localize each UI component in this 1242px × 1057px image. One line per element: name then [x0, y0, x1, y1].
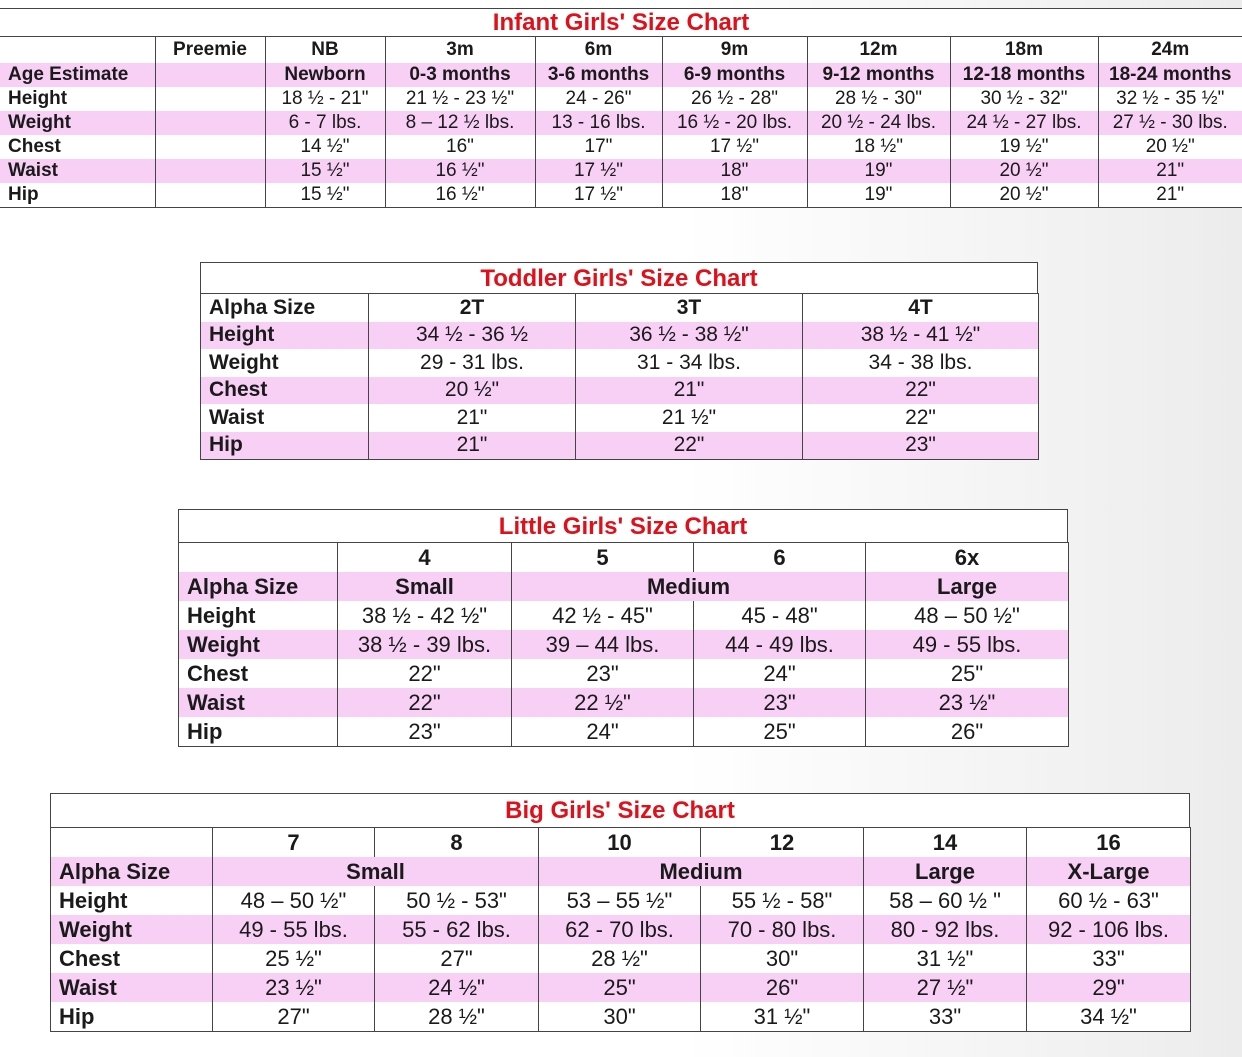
- big-chart-title: Big Girls' Size Chart: [50, 793, 1190, 827]
- row-label: Weight: [179, 630, 338, 659]
- table-cell: 15 ½": [265, 183, 385, 208]
- big-size-chart: [50, 793, 1190, 1032]
- table-cell: 24 - 26": [535, 87, 662, 111]
- table-cell: [155, 159, 265, 183]
- table-row: [179, 601, 1069, 630]
- table-cell: Newborn: [265, 63, 385, 87]
- big-size-table: [50, 827, 1191, 1032]
- table-row: [51, 915, 1191, 944]
- table-cell: 25": [539, 973, 701, 1002]
- table-cell: 22": [338, 659, 512, 688]
- little-size-chart: [178, 509, 1068, 747]
- table-cell: 58 – 60 ½ ": [864, 886, 1027, 915]
- toddler-size-table: [200, 293, 1039, 460]
- table-cell: 18-24 months: [1098, 63, 1242, 87]
- table-cell: [155, 63, 265, 87]
- table-row: [0, 135, 1242, 159]
- table-row: [179, 688, 1069, 717]
- toddler-size-chart: [200, 262, 1038, 460]
- row-label: Waist: [179, 688, 338, 717]
- row-label: Waist: [0, 159, 155, 183]
- table-cell: 3-6 months: [535, 63, 662, 87]
- table-cell: 18 ½ - 21": [265, 87, 385, 111]
- table-cell: 6 - 7 lbs.: [265, 111, 385, 135]
- big-alpha-row: [51, 857, 1191, 886]
- table-cell: 53 – 55 ½": [539, 886, 701, 915]
- table-cell: 0-3 months: [385, 63, 535, 87]
- table-cell: 28 ½": [539, 944, 701, 973]
- table-cell: 30 ½ - 32": [950, 87, 1098, 111]
- table-cell: 48 – 50 ½": [866, 601, 1069, 630]
- row-label: Age Estimate: [0, 63, 155, 87]
- row-label: Chest: [0, 135, 155, 159]
- alpha-medium: Medium: [512, 572, 866, 601]
- alpha-medium: Medium: [539, 857, 864, 886]
- table-cell: 30": [701, 944, 864, 973]
- table-cell: 18": [662, 183, 807, 208]
- table-cell: [155, 111, 265, 135]
- table-cell: 20 ½": [369, 377, 576, 405]
- table-cell: 36 ½ - 38 ½": [576, 322, 803, 350]
- row-label: Chest: [179, 659, 338, 688]
- table-cell: 21": [369, 404, 576, 432]
- infant-size-9m: 9m: [662, 37, 807, 64]
- table-cell: 9-12 months: [807, 63, 950, 87]
- table-row: [201, 322, 1039, 350]
- table-cell: [155, 87, 265, 111]
- row-label: Weight: [201, 349, 369, 377]
- table-cell: 39 – 44 lbs.: [512, 630, 694, 659]
- table-cell: 16": [385, 135, 535, 159]
- little-size-6x: 6x: [866, 543, 1069, 573]
- row-label: Weight: [51, 915, 213, 944]
- table-cell: 18 ½": [807, 135, 950, 159]
- infant-size-24m: 24m: [1098, 37, 1242, 64]
- table-cell: 26": [866, 717, 1069, 747]
- infant-chart-title: Infant Girls' Size Chart: [0, 8, 1242, 36]
- table-row: [179, 630, 1069, 659]
- table-cell: 38 ½ - 39 lbs.: [338, 630, 512, 659]
- table-cell: 17 ½": [662, 135, 807, 159]
- table-cell: 33": [1027, 944, 1191, 973]
- table-cell: 19": [807, 159, 950, 183]
- toddler-size-2t: 2T: [369, 294, 576, 322]
- table-cell: 44 - 49 lbs.: [694, 630, 866, 659]
- infant-size-6m: 6m: [535, 37, 662, 64]
- little-size-5: 5: [512, 543, 694, 573]
- alpha-small: Small: [213, 857, 539, 886]
- infant-size-table: [0, 36, 1242, 208]
- table-cell: 49 - 55 lbs.: [866, 630, 1069, 659]
- row-label: Hip: [179, 717, 338, 747]
- table-cell: 34 - 38 lbs.: [803, 349, 1039, 377]
- table-cell: 20 ½": [1098, 135, 1242, 159]
- table-row: [51, 944, 1191, 973]
- table-cell: 25": [866, 659, 1069, 688]
- infant-size-chart: [0, 8, 1242, 208]
- table-row: [0, 63, 1242, 87]
- little-chart-title: Little Girls' Size Chart: [178, 509, 1068, 542]
- row-label: Chest: [51, 944, 213, 973]
- row-label: Waist: [201, 404, 369, 432]
- table-cell: 27 ½": [864, 973, 1027, 1002]
- alpha-small: Small: [338, 572, 512, 601]
- infant-size-18m: 18m: [950, 37, 1098, 64]
- table-cell: 23": [512, 659, 694, 688]
- table-row: [51, 886, 1191, 915]
- table-cell: [155, 183, 265, 208]
- table-cell: 19": [807, 183, 950, 208]
- little-size-header-row: [179, 543, 1069, 573]
- table-cell: 31 ½": [701, 1002, 864, 1032]
- table-cell: 24": [512, 717, 694, 747]
- table-cell: 23 ½": [213, 973, 375, 1002]
- infant-size-preemie: Preemie: [155, 37, 265, 64]
- table-cell: 16 ½": [385, 183, 535, 208]
- table-cell: 28 ½": [375, 1002, 539, 1032]
- little-size-table: [178, 542, 1069, 747]
- table-cell: 26": [701, 973, 864, 1002]
- table-row: [201, 404, 1039, 432]
- infant-corner-cell: [0, 37, 155, 64]
- table-cell: 27": [213, 1002, 375, 1032]
- table-cell: 21 ½ - 23 ½": [385, 87, 535, 111]
- table-cell: 21 ½": [576, 404, 803, 432]
- table-cell: 34 ½ - 36 ½: [369, 322, 576, 350]
- table-cell: 23": [803, 432, 1039, 460]
- infant-size-12m: 12m: [807, 37, 950, 64]
- table-row: [0, 159, 1242, 183]
- table-row: [0, 183, 1242, 208]
- big-size-16: 16: [1027, 828, 1191, 858]
- big-size-12: 12: [701, 828, 864, 858]
- table-cell: 38 ½ - 41 ½": [803, 322, 1039, 350]
- table-cell: 26 ½ - 28": [662, 87, 807, 111]
- table-cell: 27": [375, 944, 539, 973]
- table-row: [201, 432, 1039, 460]
- table-cell: 21": [576, 377, 803, 405]
- table-cell: 23 ½": [866, 688, 1069, 717]
- table-cell: 24": [694, 659, 866, 688]
- table-cell: 49 - 55 lbs.: [213, 915, 375, 944]
- table-cell: 42 ½ - 45": [512, 601, 694, 630]
- little-corner-cell: [179, 543, 338, 573]
- table-cell: 32 ½ - 35 ½": [1098, 87, 1242, 111]
- table-cell: 31 - 34 lbs.: [576, 349, 803, 377]
- table-cell: 25 ½": [213, 944, 375, 973]
- table-cell: 70 - 80 lbs.: [701, 915, 864, 944]
- little-alpha-row: [179, 572, 1069, 601]
- table-cell: 30": [539, 1002, 701, 1032]
- alpha-large: Large: [866, 572, 1069, 601]
- table-cell: 24 ½": [375, 973, 539, 1002]
- row-label: Alpha Size: [201, 294, 369, 322]
- table-cell: [155, 135, 265, 159]
- little-size-6: 6: [694, 543, 866, 573]
- table-cell: 16 ½": [385, 159, 535, 183]
- table-cell: 48 – 50 ½": [213, 886, 375, 915]
- table-row: [51, 973, 1191, 1002]
- table-cell: 17 ½": [535, 183, 662, 208]
- table-cell: 55 - 62 lbs.: [375, 915, 539, 944]
- infant-size-header-row: [0, 37, 1242, 64]
- table-cell: 22": [803, 404, 1039, 432]
- row-label: Height: [179, 601, 338, 630]
- table-cell: 17 ½": [535, 159, 662, 183]
- table-cell: 92 - 106 lbs.: [1027, 915, 1191, 944]
- table-cell: 23": [694, 688, 866, 717]
- table-row: [0, 111, 1242, 135]
- table-row: [201, 377, 1039, 405]
- table-cell: 27 ½ - 30 lbs.: [1098, 111, 1242, 135]
- big-size-7: 7: [213, 828, 375, 858]
- big-corner-cell: [51, 828, 213, 858]
- table-row: [179, 659, 1069, 688]
- table-cell: 6-9 months: [662, 63, 807, 87]
- table-cell: 22": [576, 432, 803, 460]
- row-label: Height: [0, 87, 155, 111]
- table-cell: 62 - 70 lbs.: [539, 915, 701, 944]
- big-size-8: 8: [375, 828, 539, 858]
- table-cell: 20 ½ - 24 lbs.: [807, 111, 950, 135]
- table-cell: 22": [338, 688, 512, 717]
- table-cell: 21": [369, 432, 576, 460]
- table-cell: 29": [1027, 973, 1191, 1002]
- big-size-10: 10: [539, 828, 701, 858]
- table-cell: 23": [338, 717, 512, 747]
- table-cell: 18": [662, 159, 807, 183]
- table-cell: 24 ½ - 27 lbs.: [950, 111, 1098, 135]
- table-cell: 29 - 31 lbs.: [369, 349, 576, 377]
- table-cell: 31 ½": [864, 944, 1027, 973]
- row-label: Hip: [0, 183, 155, 208]
- row-label: Alpha Size: [51, 857, 213, 886]
- toddler-chart-title: Toddler Girls' Size Chart: [200, 262, 1038, 293]
- table-cell: 13 - 16 lbs.: [535, 111, 662, 135]
- row-label: Weight: [0, 111, 155, 135]
- table-cell: 20 ½": [950, 183, 1098, 208]
- table-row: [179, 717, 1069, 747]
- table-cell: 21": [1098, 183, 1242, 208]
- infant-size-nb: NB: [265, 37, 385, 64]
- toddler-size-4t: 4T: [803, 294, 1039, 322]
- table-cell: 15 ½": [265, 159, 385, 183]
- table-cell: 22 ½": [512, 688, 694, 717]
- table-cell: 25": [694, 717, 866, 747]
- big-size-14: 14: [864, 828, 1027, 858]
- table-cell: 34 ½": [1027, 1002, 1191, 1032]
- table-cell: 19 ½": [950, 135, 1098, 159]
- table-cell: 22": [803, 377, 1039, 405]
- table-cell: 50 ½ - 53": [375, 886, 539, 915]
- toddler-size-3t: 3T: [576, 294, 803, 322]
- row-label: Waist: [51, 973, 213, 1002]
- row-label: Chest: [201, 377, 369, 405]
- table-cell: 8 – 12 ½ lbs.: [385, 111, 535, 135]
- table-cell: 21": [1098, 159, 1242, 183]
- table-cell: 38 ½ - 42 ½": [338, 601, 512, 630]
- toddler-size-header-row: [201, 294, 1039, 322]
- table-row: [51, 1002, 1191, 1032]
- row-label: Hip: [51, 1002, 213, 1032]
- big-size-header-row: [51, 828, 1191, 858]
- table-row: [201, 349, 1039, 377]
- row-label: Hip: [201, 432, 369, 460]
- table-cell: 16 ½ - 20 lbs.: [662, 111, 807, 135]
- alpha-large: Large: [864, 857, 1027, 886]
- table-cell: 33": [864, 1002, 1027, 1032]
- table-cell: 80 - 92 lbs.: [864, 915, 1027, 944]
- table-cell: 12-18 months: [950, 63, 1098, 87]
- row-label: Height: [51, 886, 213, 915]
- row-label: Height: [201, 322, 369, 350]
- alpha-x-large: X-Large: [1027, 857, 1191, 886]
- table-cell: 55 ½ - 58": [701, 886, 864, 915]
- table-cell: 45 - 48": [694, 601, 866, 630]
- table-cell: 28 ½ - 30": [807, 87, 950, 111]
- row-label: Alpha Size: [179, 572, 338, 601]
- infant-size-3m: 3m: [385, 37, 535, 64]
- table-cell: 17": [535, 135, 662, 159]
- table-cell: 20 ½": [950, 159, 1098, 183]
- table-row: [0, 87, 1242, 111]
- table-cell: 14 ½": [265, 135, 385, 159]
- table-cell: 60 ½ - 63": [1027, 886, 1191, 915]
- little-size-4: 4: [338, 543, 512, 573]
